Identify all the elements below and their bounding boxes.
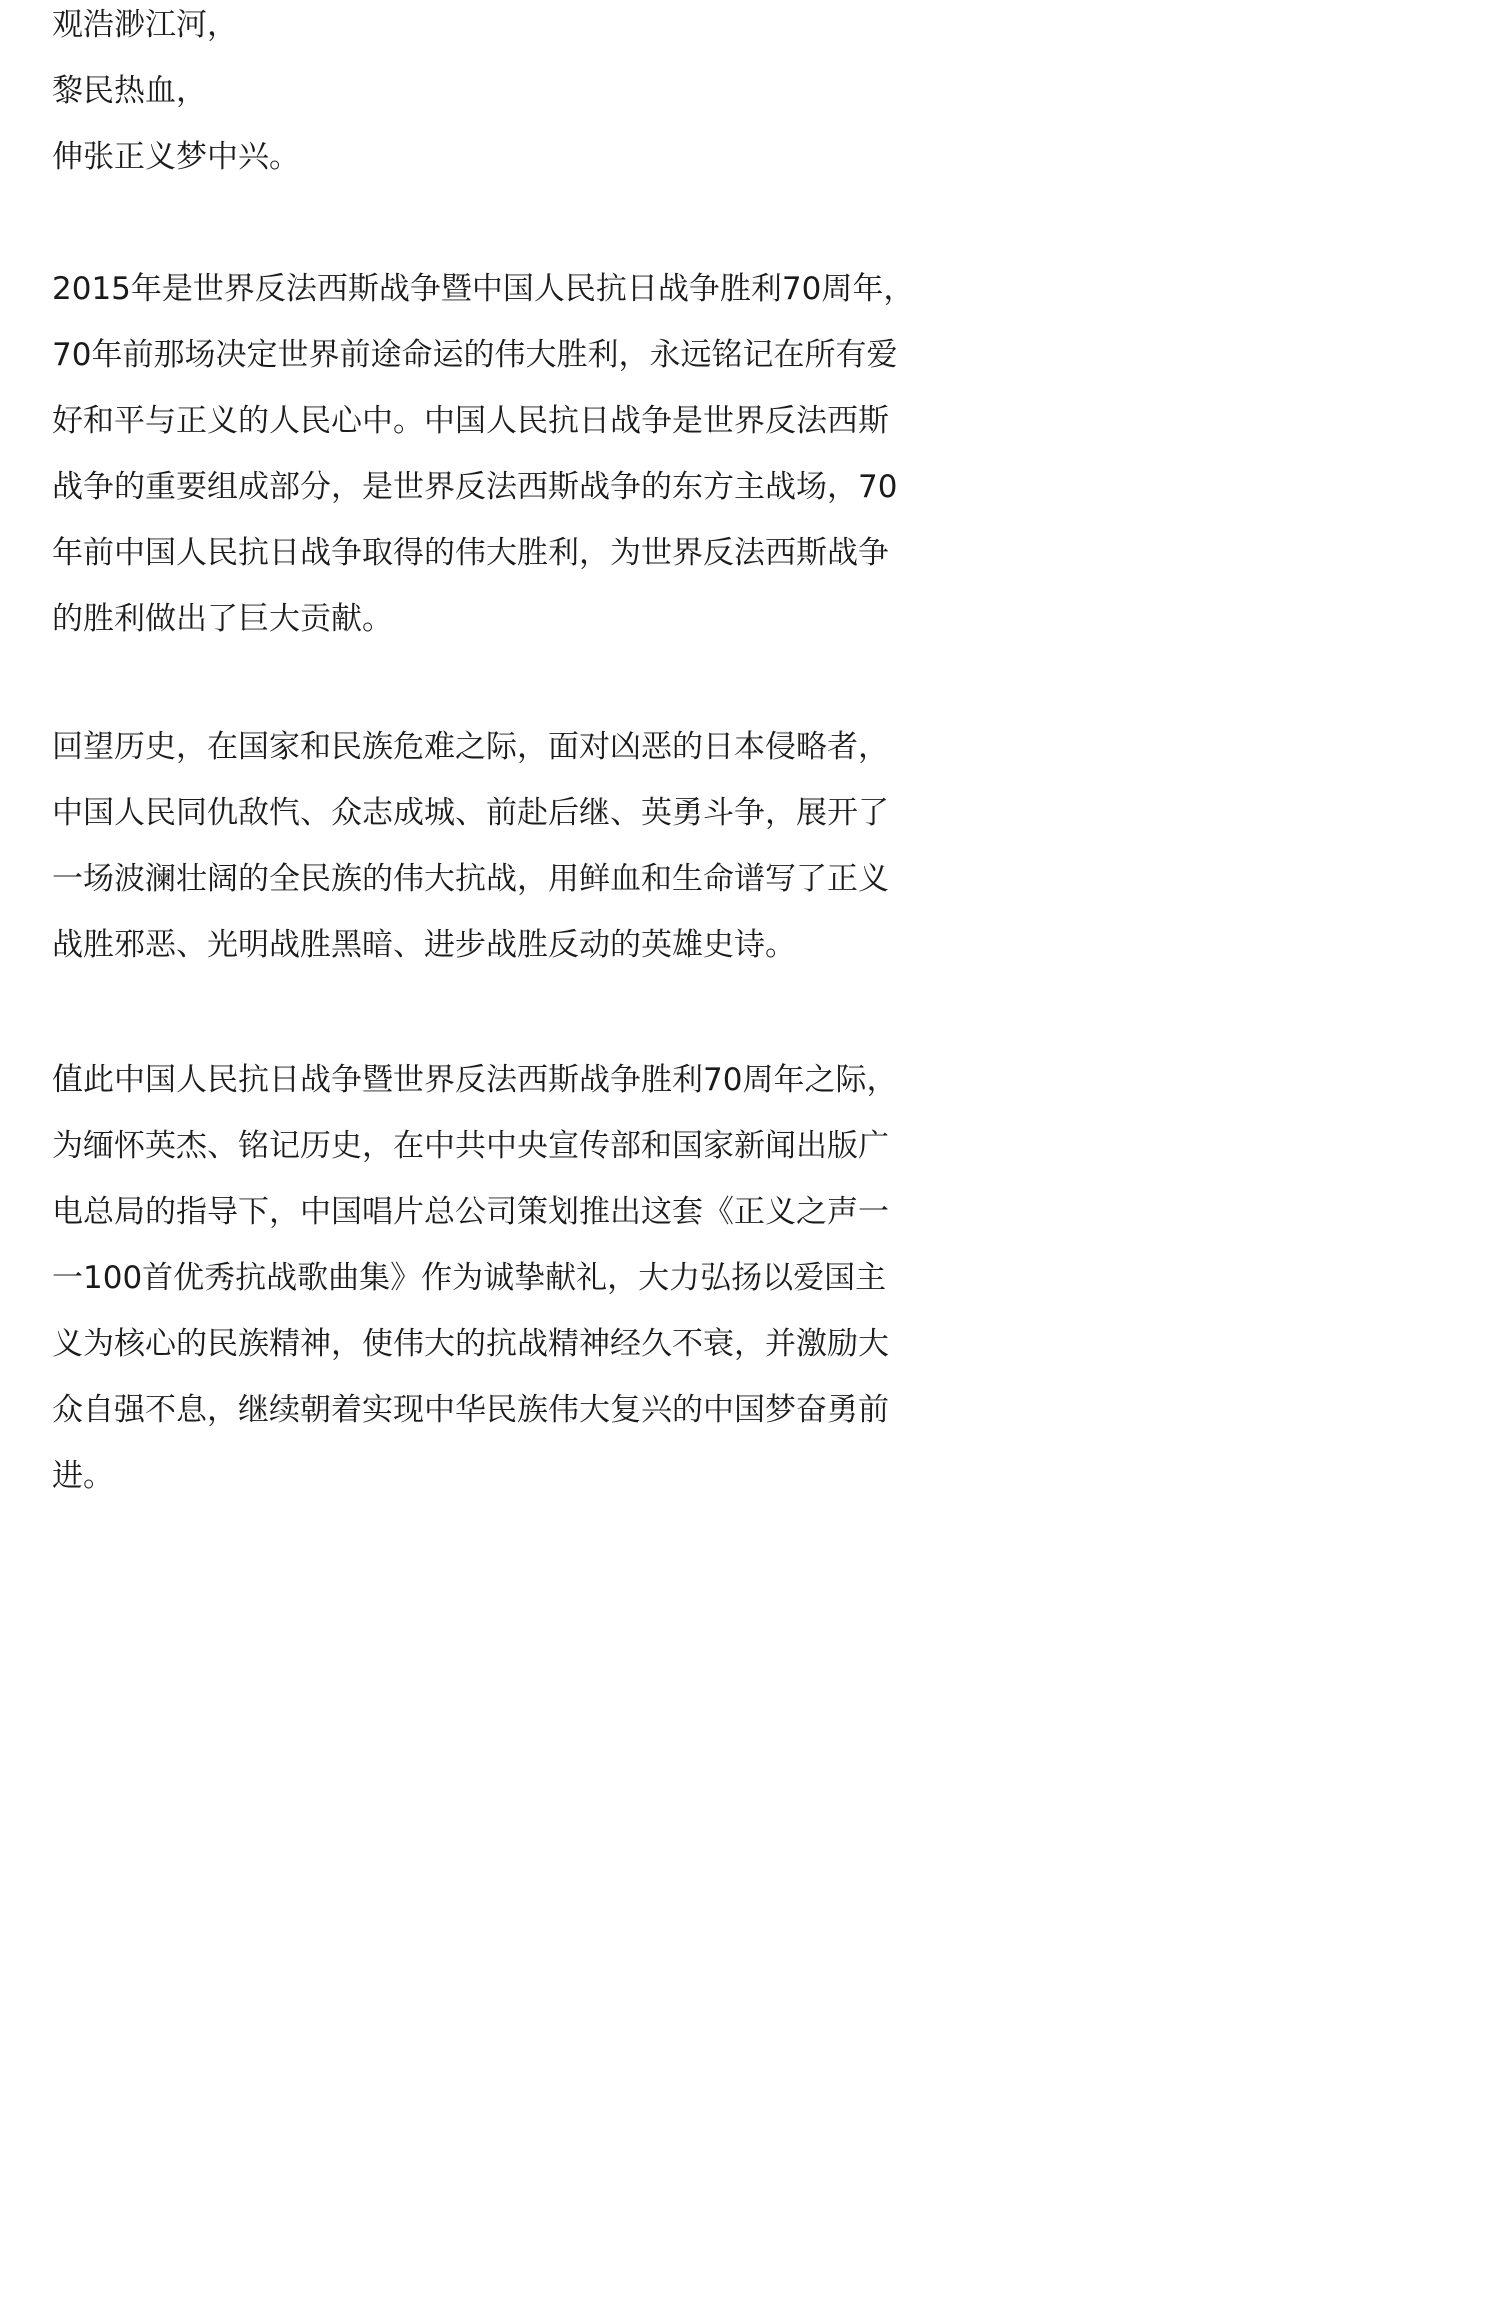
paragraph-album-release: 值此中国人民抗日战争暨世界反法西斯战争胜利70周年之际， 为缅怀英杰、铭记历史，在中共中央宣传部和国家新闻出版广 电总局的指导下，中国唱片总公司策划推出这套《正义之声一 一100首优秀抗战歌曲集》作为诚挚献礼，大力弘扬以爱国主 义为核心的民族精神，使伟大的抗战精神经久不衰，并激励大 众自强不息，继续朝着实现中华民族伟大复兴的中国梦奋勇前 进。	[52, 1062, 898, 1494]
paragraph-history: 回望历史，在国家和民族危难之际，面对凶恶的日本侵略者， 中国人民同仇敌忾、众志成城、前赴后继、英勇斗争，展开了 一场波澜壮阔的全民族的伟大抗战，用鲜血和生命谱写了正义 战胜邪恶、光明战胜黑暗、进步战胜反动的英雄史诗。	[52, 729, 889, 963]
paragraph-anniversary: 2015年是世界反法西斯战争暨中国人民抗日战争胜利70周年， 70年前那场决定世界前途命运的伟大胜利，永远铭记在所有爱 好和平与正义的人民心中。中国人民抗日战争是世界反法西斯 战争的重要组成部分，是世界反法西斯战争的东方主战场，70 年前中国人民抗日战争取得的伟大胜利，为世界反法西斯战争 的胜利做出了巨大贡献。	[52, 271, 915, 637]
document-page	[0, 0, 1024, 1547]
poem-lines: 观浩渺江河， 黎民热血， 伸张正义梦中兴。	[52, 7, 300, 175]
